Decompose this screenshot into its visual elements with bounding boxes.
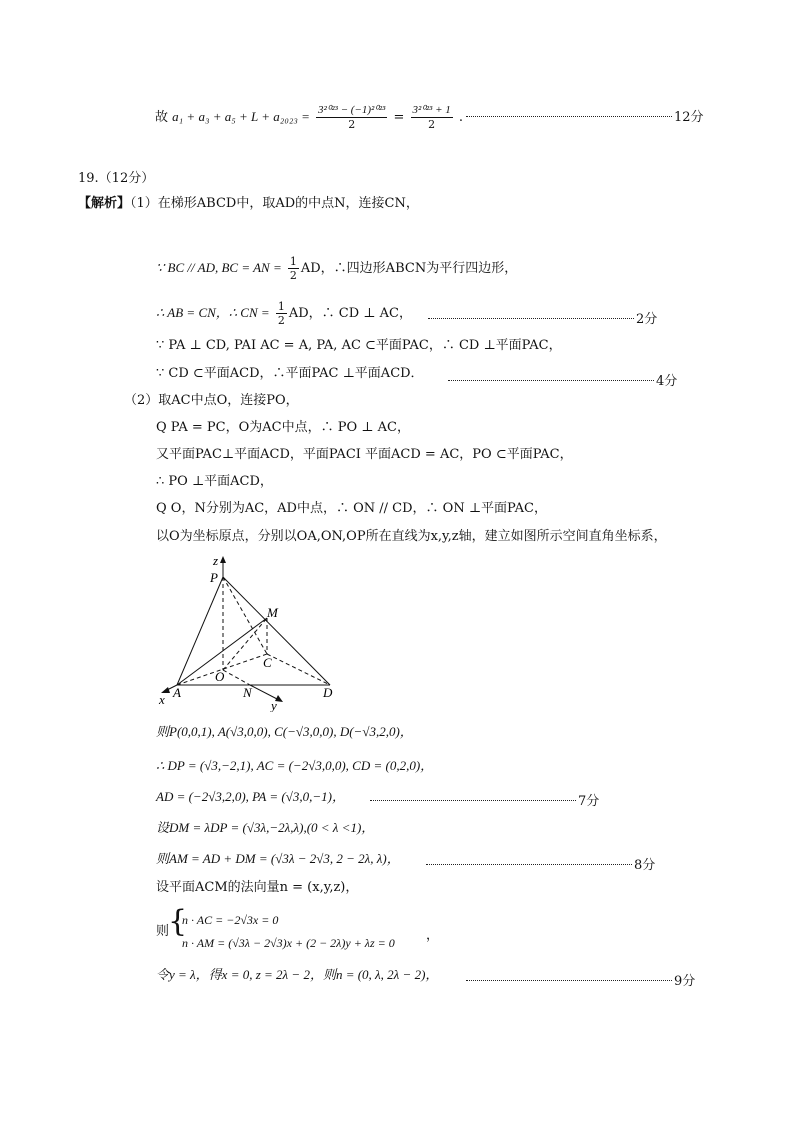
label-N: N <box>243 685 252 700</box>
score-9: 9分 <box>674 974 696 989</box>
sum-fraction-1: $\frac{\text{3²⁰²³ − (−1)²⁰²³}}{2}$ <box>318 104 386 131</box>
label-M: M <box>267 605 278 620</box>
label-D: D <box>323 685 333 700</box>
part1-line4: ∵ CD ⊂平面ACD，∴平面PAC ⊥平面ACD． <box>156 366 424 381</box>
system-eq1: n · AC = −2√3x = 0 <box>182 913 279 927</box>
vectors-line1: ∴ DP = (√3,−2,1), AC = (−2√3,0,0), CD = (0,2,0)， <box>156 758 434 773</box>
dm-line: 设DM = λDP = (√3λ,−2λ,λ),(0 < λ <1)， <box>156 820 375 835</box>
label-A: A <box>173 685 181 700</box>
vectors-line2: AD = (−2√3,2,0), PA = (√3,0,−1)， <box>156 789 345 804</box>
question-19-header: 19.（12分） <box>78 171 155 186</box>
sum-lhs: a₁ + a₃ + a₅ + L + a₂₀₂₃ = <box>172 109 310 124</box>
sum-end: . <box>458 110 464 125</box>
sum-formula-line <box>155 104 463 131</box>
system-end: ， <box>426 928 440 943</box>
label-O: O <box>215 669 225 684</box>
score-leader-9 <box>466 980 672 981</box>
part1-line3: ∵ PA ⊥ CD, PAI AC = A, PA, AC ⊂平面PAC，∴ CD ⊥平面PAC， <box>156 338 562 353</box>
score-leader-7 <box>370 800 576 801</box>
am-line: 则AM = AD + DM = (√3λ − 2√3, 2 − 2λ, λ)， <box>156 851 400 866</box>
sum-fraction-2: $\frac{\text{3²⁰²³ + 1}}{2}$ <box>412 104 451 131</box>
part1-line1: ∵ BC // AD, BC = AN = $\frac{1}{2}$ AD，∴四边形ABCN为平行四边形， <box>156 255 518 282</box>
part2-line6: 以O为坐标原点，分别以OA,ON,OP所在直线为x,y,z轴，建立如图所示空间直角坐标系， <box>156 529 667 544</box>
label-y: y <box>271 698 277 712</box>
score-12: 12分 <box>674 110 704 125</box>
score-leader-12 <box>466 116 672 117</box>
part1-intro: （1）在梯形ABCD中，取AD的中点N，连接CN， <box>130 196 419 211</box>
edge-CD <box>267 654 330 685</box>
system-brace: { <box>168 904 188 939</box>
fraction-half-1: $\frac{1}{2}$ <box>289 255 297 282</box>
label-P: P <box>210 570 218 585</box>
fraction-half-2: $\frac{1}{2}$ <box>277 300 285 327</box>
system-eq2: n · AM = (√3λ − 2√3)x + (2 − 2λ)y + λz = 0 <box>182 936 395 950</box>
normal-vector-line: 设平面ACM的法向量n = (x,y,z)， <box>156 880 359 895</box>
part2-line3: 又平面PAC⊥平面ACD，平面PACI 平面ACD = AC，PO ⊂平面PAC， <box>156 447 573 462</box>
final-line: 令y = λ，得x = 0, z = 2λ − 2，则n = (0, λ, 2λ − 2)， <box>156 967 439 982</box>
coords-line: 则P(0,0,1), A(√3,0,0), C(−√3,0,0), D(−√3,2,0)， <box>156 724 413 739</box>
score-4: 4分 <box>656 374 678 389</box>
score-7: 7分 <box>578 794 600 809</box>
sum-prefix: 故 <box>155 110 169 125</box>
score-leader-4 <box>448 380 654 381</box>
edge-PC <box>223 577 267 654</box>
part1-intro-line <box>78 196 419 212</box>
part2-line2: Q PA = PC，O为AC中点，∴ PO ⊥ AC， <box>156 420 410 435</box>
score-leader-2 <box>428 318 634 319</box>
z-axis-arrow <box>220 556 226 563</box>
edge-PD <box>223 577 330 685</box>
part2-line5: Q O，N分别为AC，AD中点，∴ ON // CD，∴ ON ⊥平面PAC， <box>156 501 547 516</box>
segment-ON <box>223 670 250 685</box>
part2-line4: ∴ PO ⊥平面ACD， <box>156 474 273 489</box>
part1-line2: ∴ AB = CN，∴ CN = $\frac{1}{2}$ AD，∴ CD ⊥ AC， <box>156 300 412 327</box>
label-C: C <box>263 655 272 670</box>
part2-line1: （2）取AC中点O，连接PO， <box>124 393 299 408</box>
score-leader-8 <box>426 864 632 865</box>
sum-equals: = <box>393 110 405 125</box>
score-2: 2分 <box>636 312 658 327</box>
label-z: z <box>213 553 219 568</box>
label-x: x <box>159 692 165 707</box>
system-prefix: 则 <box>156 924 170 939</box>
segment-OM <box>223 618 267 670</box>
score-8: 8分 <box>634 858 656 873</box>
pyramid-figure <box>155 552 355 712</box>
analysis-label: 【解析】 <box>78 196 131 211</box>
